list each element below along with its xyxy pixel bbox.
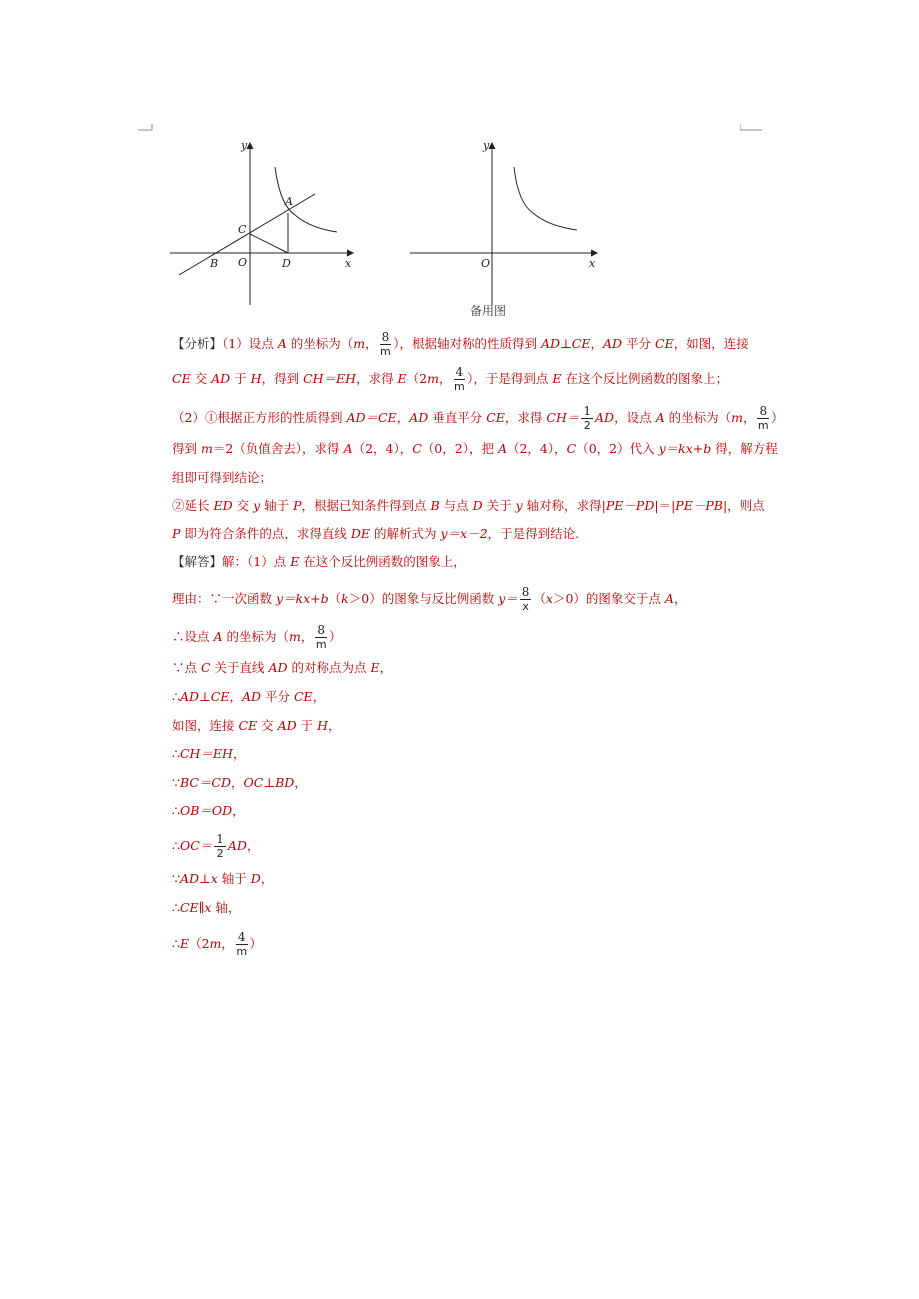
answer-line-6 (172, 717, 341, 735)
math: AD (595, 410, 615, 425)
math: AD (227, 838, 247, 853)
text: 如图，连接 (172, 718, 239, 733)
text: ②延长 (172, 498, 214, 513)
analysis-tag: 【分析】 (172, 336, 223, 351)
text: 交 (257, 718, 278, 733)
answer-line-2 (172, 585, 686, 614)
answer-line-8 (172, 774, 307, 792)
math: CE∥x (179, 900, 212, 915)
text: ， (260, 871, 274, 886)
fraction-den: 2 (216, 847, 224, 860)
fraction-den: x (522, 600, 529, 613)
math: CH＝EH (179, 746, 233, 761)
text: 关于直线 (210, 660, 269, 675)
text: ， (673, 591, 687, 606)
text: ， (590, 336, 603, 351)
text: 的解析式为 (370, 526, 441, 541)
text: ∴ (172, 746, 180, 761)
math: C (566, 441, 577, 456)
math: H (317, 718, 329, 733)
math: m (200, 441, 213, 456)
math: m (289, 629, 301, 644)
fraction-den: m (236, 945, 248, 958)
math: CE (172, 371, 191, 386)
fraction (454, 365, 466, 394)
text: ，求得 (504, 410, 547, 425)
math: DE (350, 526, 371, 541)
math: y (253, 498, 261, 513)
corner-mark-right (740, 124, 764, 136)
text: （0，2），把 (421, 441, 498, 456)
math: CE (293, 689, 313, 704)
math: PE－PD (605, 498, 655, 513)
math: CE (655, 336, 674, 351)
answer-tag: 【解答】 (172, 554, 223, 569)
text: 轴于 (260, 498, 294, 513)
fraction (214, 832, 226, 861)
math: AD (241, 689, 262, 704)
text: ∴ (172, 689, 180, 704)
math: AD (409, 410, 429, 425)
text: ， (229, 689, 242, 704)
text: ∴ (172, 936, 180, 951)
text: ∵ (172, 775, 180, 790)
text: 在这个反比例函数的图象上， (299, 554, 466, 569)
text: 的坐标为（ (286, 336, 354, 351)
text: 即为符合条件的点，求得直线 (180, 526, 351, 541)
text: ∵ (172, 871, 180, 886)
answer-line-12 (172, 899, 240, 917)
text: ，根据已知条件得到点 (301, 498, 431, 513)
figure-caption: 备用图 (470, 304, 507, 318)
text: ＝2（负值舍去），求得 (212, 441, 344, 456)
answer-line-7 (172, 745, 245, 763)
text: ，得到 (261, 371, 304, 386)
analysis-line-4 (172, 440, 778, 458)
fraction-num: 1 (583, 404, 592, 418)
fraction-den: m (453, 380, 465, 393)
math: ED (213, 498, 233, 513)
text: ， (294, 775, 307, 790)
math: CH＝EH (303, 371, 357, 386)
math: E (370, 660, 380, 675)
math: E (397, 371, 407, 386)
math: P (293, 498, 302, 513)
answer-line-1 (172, 553, 466, 571)
fraction (581, 404, 593, 433)
text: 组即可得到结论； (172, 470, 273, 485)
text: ，求得 (356, 371, 398, 386)
math: CE (238, 718, 258, 733)
text: 于 (230, 371, 251, 386)
text: ） (329, 629, 342, 644)
fraction-den: m (315, 638, 327, 651)
math: E (290, 554, 300, 569)
right-hyperbola-curve (514, 167, 577, 230)
fraction (315, 623, 327, 652)
math: E (552, 371, 562, 386)
fraction-den: m (757, 419, 769, 432)
text: 理由：∵一次函数 (172, 591, 276, 606)
answer-line-5 (172, 688, 325, 706)
right-label-y: y (483, 139, 490, 152)
text: 轴， (211, 900, 241, 915)
math: m (731, 410, 743, 425)
text: ∴设点 (172, 629, 214, 644)
text: |＝| (654, 498, 676, 513)
answer-line-10 (172, 832, 259, 861)
answer-line-11 (172, 870, 273, 888)
math: A (664, 591, 674, 606)
text: ，如图，连接 (673, 336, 749, 351)
math: BC＝CD (179, 775, 232, 790)
right-figure (410, 143, 597, 305)
fraction-num: 8 (317, 623, 326, 637)
left-label-c: C (238, 223, 247, 236)
text: （2）①根据正方形的性质得到 (172, 410, 347, 425)
text: ） (249, 936, 263, 951)
analysis-line-5 (172, 469, 272, 487)
text: ， (438, 371, 452, 386)
math: CE (486, 410, 505, 425)
math: E (179, 936, 190, 951)
text: （0，2）代入 (576, 441, 659, 456)
math: AD＝CE (346, 410, 397, 425)
math: y＝ (498, 591, 518, 606)
right-label-o: O (481, 257, 491, 270)
math: m (209, 936, 222, 951)
text: 解：（1）点 (222, 554, 291, 569)
text: 轴于 (217, 871, 251, 886)
text: ，于是得到结论. (487, 526, 580, 541)
segment-cd (250, 234, 288, 253)
math: A (655, 410, 665, 425)
math: B (430, 498, 440, 513)
text: ），于是得到点 (467, 371, 553, 386)
left-label-d: D (282, 257, 291, 270)
math: x (545, 591, 553, 606)
text: 的坐标为（ (222, 629, 289, 644)
text: 的对称点为点 (287, 660, 371, 675)
text: （2，4）， (506, 441, 567, 456)
text: ， (312, 689, 326, 704)
math: AD⊥CE (540, 336, 591, 351)
analysis-line-2 (172, 365, 728, 394)
text: ， (365, 336, 378, 351)
math: PE－PB (675, 498, 723, 513)
math: AD⊥x (179, 871, 218, 886)
text: 在这个反比例函数的图象上； (561, 371, 728, 386)
text: 交 (190, 371, 212, 386)
fraction-num: 4 (455, 365, 464, 379)
text: （2 (189, 936, 210, 951)
text: 轴对称，求得| (522, 498, 606, 513)
analysis-line-1 (172, 330, 749, 359)
left-label-a: A (285, 195, 293, 208)
right-x-arrow (591, 250, 597, 256)
text: （ (533, 591, 546, 606)
math: AD (268, 660, 288, 675)
text: 得到 (172, 441, 201, 456)
corner-mark-left (138, 124, 158, 136)
text: ），根据轴对称的性质得到 (393, 336, 541, 351)
fraction (757, 404, 769, 433)
math: k (341, 591, 349, 606)
fraction (520, 585, 532, 614)
text: 于 (296, 718, 318, 733)
fraction-den: m (380, 345, 391, 358)
text: 垂直平分 (428, 410, 487, 425)
math: A (343, 441, 353, 456)
text: ， (742, 410, 756, 425)
text: ， (246, 838, 260, 853)
math: D (250, 871, 261, 886)
answer-line-9 (172, 802, 245, 820)
text: ， (231, 775, 244, 790)
math: AD (211, 371, 231, 386)
text: ＞0）的图象交于点 (552, 591, 665, 606)
analysis-line-6 (172, 497, 765, 515)
answer-line-4 (172, 659, 392, 677)
math: m (427, 371, 439, 386)
math: D (472, 498, 483, 513)
text: （1）设点 (222, 336, 278, 351)
text: 与点 (439, 498, 473, 513)
text: （2，4）， (352, 441, 413, 456)
left-label-x: x (345, 257, 352, 270)
math: A (497, 441, 507, 456)
math: C (200, 660, 211, 675)
fraction-num: 8 (759, 404, 768, 418)
math: C (412, 441, 422, 456)
text: ， (328, 718, 341, 733)
math: AD (602, 336, 623, 351)
text: ，设点 (614, 410, 656, 425)
math: AD (277, 718, 297, 733)
math: A (277, 336, 287, 351)
left-label-y: y (241, 139, 248, 152)
left-x-arrow (347, 250, 353, 256)
math: OB＝OD (179, 803, 233, 818)
text: 关于 (482, 498, 516, 513)
right-label-x: x (589, 257, 596, 270)
text: （2 (406, 371, 428, 386)
left-label-b: B (210, 257, 219, 270)
text: ， (221, 936, 234, 951)
fraction-num: 8 (521, 585, 530, 599)
left-figure (170, 143, 353, 305)
math: y＝x－2 (440, 526, 488, 541)
left-label-o: O (238, 256, 248, 269)
math: AD⊥CE (179, 689, 230, 704)
text: 的坐标为（ (664, 410, 732, 425)
fraction-den: 2 (583, 419, 591, 432)
analysis-line-7 (172, 525, 579, 543)
text: ∴ (172, 838, 180, 853)
math: CH＝ (546, 410, 580, 425)
fraction-num: 1 (216, 832, 224, 846)
math: H (250, 371, 262, 386)
fraction-num: 8 (381, 330, 390, 344)
text: ， (396, 410, 410, 425)
text: ） (771, 410, 784, 425)
geometry-figures (165, 125, 615, 325)
math: A (213, 629, 223, 644)
answer-line-3 (172, 623, 342, 652)
math: OC＝ (179, 838, 213, 853)
right-y-arrow (489, 143, 495, 149)
fraction-num: 4 (237, 930, 246, 944)
fraction (236, 930, 248, 959)
math: y (515, 498, 523, 513)
text: （ (328, 591, 342, 606)
math: y＝kx+b (275, 591, 329, 606)
text: 得，解方程 (711, 441, 778, 456)
text: ＞0）的图象与反比例函数 (348, 591, 499, 606)
text: ∴ (172, 803, 180, 818)
text: ， (232, 746, 246, 761)
answer-line-13 (172, 930, 262, 959)
fraction (380, 330, 392, 359)
text: 平分 (261, 689, 294, 704)
analysis-line-3 (172, 404, 784, 433)
text: |，则点 (722, 498, 765, 513)
left-y-arrow (247, 143, 253, 149)
text: ， (300, 629, 314, 644)
math: OC⊥BD (243, 775, 295, 790)
text: ∵点 (172, 660, 201, 675)
text: ， (232, 803, 245, 818)
text: 平分 (622, 336, 655, 351)
text: ∴ (172, 900, 180, 915)
math: m (353, 336, 366, 351)
text: 交 (232, 498, 254, 513)
math: y＝kx+b (658, 441, 712, 456)
math: P (172, 526, 181, 541)
text: ， (379, 660, 393, 675)
